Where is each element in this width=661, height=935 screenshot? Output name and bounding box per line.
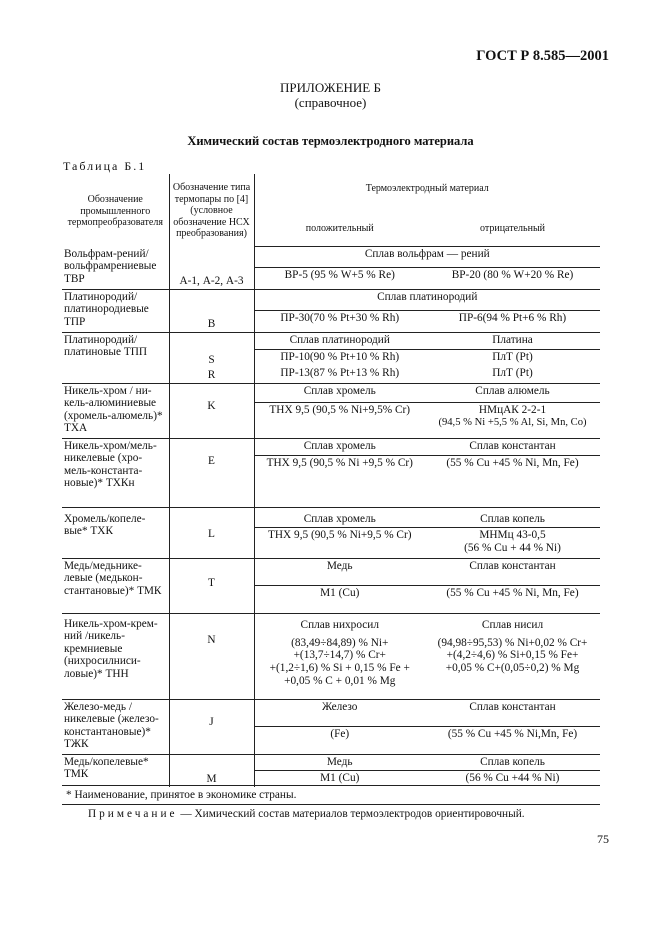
row-positive-line: +(1,2÷1,6) % Si + 0,15 % Fe + [269, 662, 410, 674]
row-negative [425, 636, 600, 699]
note-label: Примечание [88, 808, 178, 820]
row-negative: (55 % Cu +45 % Ni, Mn, Fe) [446, 456, 579, 469]
row-positive: ПР-10(90 % Pt+10 % Rh) [280, 350, 400, 363]
row-negative-heading: Сплав нисил [425, 613, 600, 636]
row-material: Сплав платинородий [254, 289, 600, 311]
table-row [62, 289, 600, 311]
row-positive: M1 (Cu) [320, 587, 360, 599]
row-designation: Платинородий/ платинородиевые ТПР [62, 289, 169, 332]
row-positive-line: +0,05 % C + 0,01 % Mg [284, 674, 396, 687]
row-positive: ПР-13(87 % Pt+13 % Rh) [280, 367, 400, 380]
row-negative-heading: Сплав константан [425, 438, 600, 455]
table-row [62, 699, 600, 727]
row-negative-heading: Сплав константан [425, 699, 600, 727]
row-positive-heading: Медь [254, 754, 425, 771]
row-negative: ПР-6(94 % Pt+6 % Rh) [458, 312, 567, 324]
table-row [62, 558, 600, 586]
row-type: M [169, 754, 254, 787]
table-row [62, 507, 600, 528]
header-negative: отрицательный [425, 222, 600, 247]
row-positive: ТНХ 9,5 (90,5 % Ni+9,5 % Cr) [268, 529, 412, 542]
table-label: Таблица Б.1 [63, 159, 147, 173]
row-positive: ПР-30(70 % Pt+30 % Rh) [280, 312, 400, 324]
row-type: B [169, 289, 254, 332]
row-type-r: R [207, 368, 216, 381]
row-positive-heading: Железо [254, 699, 425, 727]
row-positive-line: +(13,7÷14,7) % Cr+ [293, 649, 386, 662]
row-designation: Вольфрам-рений/ вольфрамрениевые ТВР [62, 247, 169, 290]
table-row [62, 247, 600, 268]
row-negative-line: (56 % Cu + 44 % Ni) [464, 542, 561, 554]
row-negative-heading: Сплав копель [425, 507, 600, 528]
header-type: Обозначение типа термопары по [4] (условное обозначение НСХ преобразования) [169, 174, 254, 247]
table-note [88, 808, 525, 820]
row-type: K [169, 383, 254, 438]
table-header-row [62, 174, 600, 222]
document-header: ГОСТ Р 8.585—2001 [476, 48, 609, 64]
row-positive: (Fe) [330, 728, 350, 740]
row-negative-line: МНМц 43-0,5 [479, 529, 546, 542]
appendix-subtitle: (справочное) [294, 95, 367, 110]
row-material: Сплав вольфрам — рений [254, 247, 600, 268]
table-row [62, 754, 600, 771]
row-positive: M1 (Cu) [320, 772, 360, 784]
row-positive-heading: Сплав хромель [254, 507, 425, 528]
row-type: T [169, 558, 254, 613]
row-type: L [169, 507, 254, 558]
appendix-heading [0, 80, 661, 110]
row-negative-line: (94,98÷95,53) % Ni+0,02 % Cr+ [437, 636, 588, 649]
row-type-s: S [208, 354, 215, 367]
composition-table [62, 174, 600, 787]
row-designation: Медь/копелевые* ТМК [62, 754, 169, 787]
row-designation: Хромель/копеле- вые* ТХК [62, 507, 169, 558]
row-type: N [169, 613, 254, 699]
note-text: — Химический состав материалов термоэлектродов ориентировочный. [177, 808, 525, 820]
row-positive-heading: Сплав хромель [254, 383, 425, 403]
row-negative-line: (94,5 % Ni +5,5 % Al, Si, Mn, Co) [438, 416, 587, 428]
table-row [62, 332, 600, 349]
footnote-text: * Наименование, принятое в экономике страны. [66, 789, 297, 801]
row-designation: Железо-медь / никелевые (железо- константановые)* ТЖК [62, 699, 169, 754]
row-positive [254, 636, 425, 699]
row-type: А-1, А-2, А-3 [169, 247, 254, 290]
page-number: 75 [597, 832, 609, 846]
row-positive-heading: Сплав платинородий [254, 332, 425, 349]
row-negative: (56 % Cu +44 % Ni) [465, 772, 560, 784]
row-designation: Никель-хром-крем- ний /никель- кремниевые (нихросилниси- ловые)* ТНН [62, 613, 169, 699]
row-negative [425, 403, 600, 438]
row-negative [425, 528, 600, 558]
row-negative: ПлТ (Pt) [492, 367, 533, 380]
row-positive: ТНХ 9,5 (90,5 % Ni +9,5 % Cr) [266, 456, 413, 469]
row-designation: Никель-хром/мель- никелевые (хро- мель-константа- новые)* ТХКн [62, 438, 169, 507]
row-negative-line: +(4,2÷4,6) % Si+0,15 % Fe+ [446, 649, 579, 662]
row-negative-heading: Сплав константан [425, 558, 600, 586]
row-type [169, 332, 254, 383]
row-positive: ВР-5 (95 % W+5 % Re) [284, 269, 395, 282]
row-designation: Никель-хром / ни- кель-алюминиевые (хромель-алюмель)* ТХА [62, 383, 169, 438]
table-row [62, 613, 600, 636]
table-row [62, 438, 600, 455]
table-title: Химический состав термоэлектродного материала [187, 134, 474, 148]
row-negative-line: НМцАК 2-2-1 [478, 404, 547, 417]
row-type: E [169, 438, 254, 507]
row-type: J [169, 699, 254, 754]
header-positive: положительный [254, 222, 425, 247]
row-negative-line: +0,05 % C+(0,05÷0,2) % Mg [445, 662, 580, 674]
row-negative-heading: Сплав алюмель [425, 383, 600, 403]
header-material: Термоэлектродный материал [365, 183, 489, 194]
appendix-title: ПРИЛОЖЕНИЕ Б [280, 80, 381, 95]
row-positive-heading: Сплав нихросил [254, 613, 425, 636]
row-negative-heading: Платина [425, 332, 600, 349]
table-footnote [62, 785, 600, 805]
row-designation: Медь/медьнике- левые (медькон- стантановые)* ТМК [62, 558, 169, 613]
row-negative: ВР-20 (80 % W+20 % Re) [451, 269, 574, 282]
row-negative-heading: Сплав копель [425, 754, 600, 771]
row-designation: Платинородий/ платиновые ТПП [62, 332, 169, 383]
row-positive-line: (83,49÷84,89) % Ni+ [291, 636, 389, 649]
table-row [62, 383, 600, 403]
row-negative: (55 % Cu +45 % Ni,Mn, Fe) [447, 728, 578, 740]
header-designation: Обозначение промышленного термопреобразователя [62, 174, 169, 247]
row-negative: (55 % Cu +45 % Ni, Mn, Fe) [446, 587, 579, 599]
row-positive-heading: Медь [254, 558, 425, 586]
row-positive: ТНХ 9,5 (90,5 % Ni+9,5% Cr) [269, 404, 411, 417]
row-negative: ПлТ (Pt) [492, 350, 533, 363]
row-positive-heading: Сплав хромель [254, 438, 425, 455]
